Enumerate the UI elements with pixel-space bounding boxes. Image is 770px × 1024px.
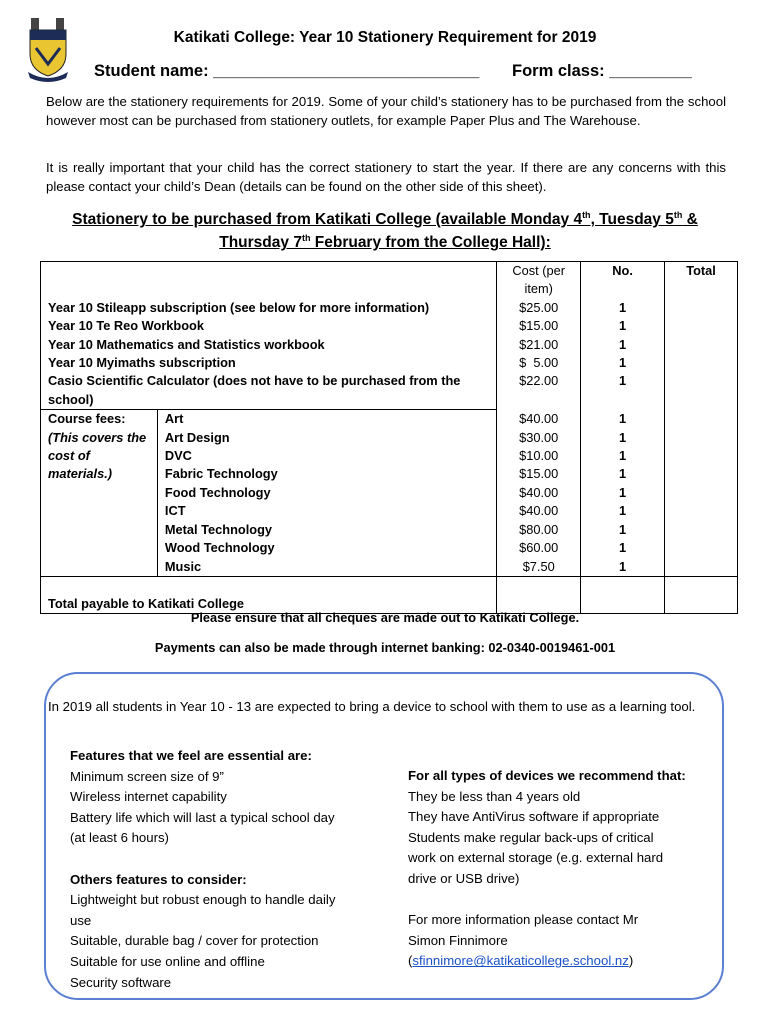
essential-heading: Features that we feel are essential are: [70, 748, 312, 763]
course-name: Food Technology [157, 484, 496, 502]
course-cost: $30.00 [497, 429, 581, 447]
item-name: Casio Scientific Calculator (does not have to be purchased from the school) [41, 372, 497, 409]
course-name: Fabric Technology [157, 465, 496, 483]
list-item: Wireless internet capability [70, 789, 227, 805]
table-row [41, 558, 738, 577]
cheques-note: Please ensure that all cheques are made out to Katikati College. [190, 610, 580, 625]
intro-paragraph-2: It is really important that your child has the correct stationery to start the year. If there are any concerns with this please contact your child’s Dean (details can be found on the other side of this sheet). [46, 160, 726, 194]
item-name: Year 10 Myimaths subscription [41, 354, 497, 372]
table-row [41, 372, 738, 409]
course-name: Wood Technology [157, 539, 496, 557]
course-name: Art [157, 410, 496, 429]
list-item: Security software [70, 974, 172, 990]
item-no: 1 [581, 336, 665, 354]
table-row [41, 484, 738, 502]
course-cost: $40.00 [497, 484, 581, 502]
list-item: Students make regular back-ups of critical [408, 829, 654, 845]
item-name: Year 10 Mathematics and Statistics workbook [41, 336, 497, 354]
form-class-field[interactable]: Form class: _________ [512, 62, 692, 80]
course-no: 1 [581, 465, 665, 483]
course-cost: $10.00 [497, 447, 581, 465]
item-no: 1 [581, 299, 665, 317]
course-cost: $60.00 [497, 539, 581, 557]
course-no: 1 [581, 539, 665, 557]
course-fees-note: (This covers the cost of materials.) [41, 429, 158, 484]
other-heading: Others features to consider: [70, 871, 247, 887]
item-name: Year 10 Stileapp subscription (see below for more information) [41, 299, 497, 317]
course-cost: $7.50 [497, 558, 581, 577]
course-no: 1 [581, 521, 665, 539]
device-intro: In 2019 all students in Year 10 - 13 are expected to bring a device to school with them to use as a learning tool. [48, 699, 696, 714]
course-name: Music [157, 558, 496, 577]
course-name: Art Design [157, 429, 496, 447]
section-heading: Stationery to be purchased from Katikati College (available Monday 4th, Tuesday 5th & Thursday 7th February from the College Hall): [72, 209, 698, 251]
recommend-column [408, 766, 718, 972]
course-cost: $40.00 [497, 410, 581, 429]
list-item: work on external storage (e.g. external hard [408, 850, 664, 866]
table-row [41, 410, 738, 429]
item-no: 1 [581, 317, 665, 335]
item-no: 1 [581, 354, 665, 372]
contact-email-line: (sfinnimore@katikaticollege.school.nz) [408, 953, 634, 969]
table-row [41, 521, 738, 539]
total-row [41, 576, 738, 613]
course-no: 1 [581, 429, 665, 447]
table-row [41, 336, 738, 354]
item-cost: $15.00 [497, 317, 581, 335]
course-no: 1 [581, 558, 665, 577]
list-item: Minimum screen size of 9” [70, 768, 224, 784]
course-no: 1 [581, 410, 665, 429]
contact-line: Simon Finnimore [408, 932, 508, 948]
item-cost: $22.00 [497, 372, 581, 409]
table-row [41, 539, 738, 557]
page-title: Katikati College: Year 10 Stationery Requirement for 2019 [173, 29, 597, 46]
intro-paragraph-1: Below are the stationery requirements for 2019. Some of your child’s stationery has to be purchased from the school however most can be purchased from stationery outlets, for example Paper Plus and The Warehouse. [46, 94, 726, 128]
bank-note: Payments can also be made through internet banking: 02-0340-0019461-001 [154, 640, 616, 655]
course-no: 1 [581, 447, 665, 465]
contact-email-link[interactable]: sfinnimore@katikaticollege.school.nz [412, 953, 629, 969]
list-item: use [70, 912, 92, 928]
stationery-table [40, 261, 738, 614]
list-item: Suitable, durable bag / cover for protection [70, 933, 319, 949]
features-column [70, 746, 390, 993]
course-cost: $80.00 [497, 521, 581, 539]
list-item: They be less than 4 years old [408, 788, 581, 804]
student-name-field[interactable]: Student name: _____________________________ [94, 62, 480, 80]
header-total: Total [665, 262, 738, 299]
course-fees-label: Course fees: [41, 410, 158, 429]
table-row [41, 317, 738, 335]
list-item: They have AntiVirus software if appropriate [408, 809, 660, 825]
item-name: Year 10 Te Reo Workbook [41, 317, 497, 335]
table-header-row [41, 262, 738, 299]
item-no: 1 [581, 372, 665, 409]
total-label: Total payable to Katikati College [41, 576, 497, 613]
course-no: 1 [581, 484, 665, 502]
course-cost: $15.00 [497, 465, 581, 483]
course-name: Metal Technology [157, 521, 496, 539]
table-row [41, 299, 738, 317]
list-item: Battery life which will last a typical school day [70, 809, 335, 825]
item-cost: $21.00 [497, 336, 581, 354]
table-row [41, 354, 738, 372]
course-name: DVC [157, 447, 496, 465]
recommend-heading: For all types of devices we recommend that: [408, 768, 686, 783]
list-item: (at least 6 hours) [70, 830, 169, 846]
table-row [41, 429, 738, 447]
table-row [41, 502, 738, 520]
contact-line: For more information please contact Mr [408, 912, 639, 928]
college-crest-icon [26, 18, 70, 82]
list-item: Suitable for use online and offline [70, 953, 265, 969]
header-no: No. [581, 262, 665, 299]
item-cost: $25.00 [497, 299, 581, 317]
course-no: 1 [581, 502, 665, 520]
item-cost: $ 5.00 [497, 354, 581, 372]
list-item: Lightweight but robust enough to handle daily [70, 892, 336, 908]
header-cost: Cost (per item) [497, 262, 581, 299]
course-cost: $40.00 [497, 502, 581, 520]
course-name: ICT [157, 502, 496, 520]
list-item: drive or USB drive) [408, 870, 520, 886]
student-info-row [94, 62, 690, 81]
